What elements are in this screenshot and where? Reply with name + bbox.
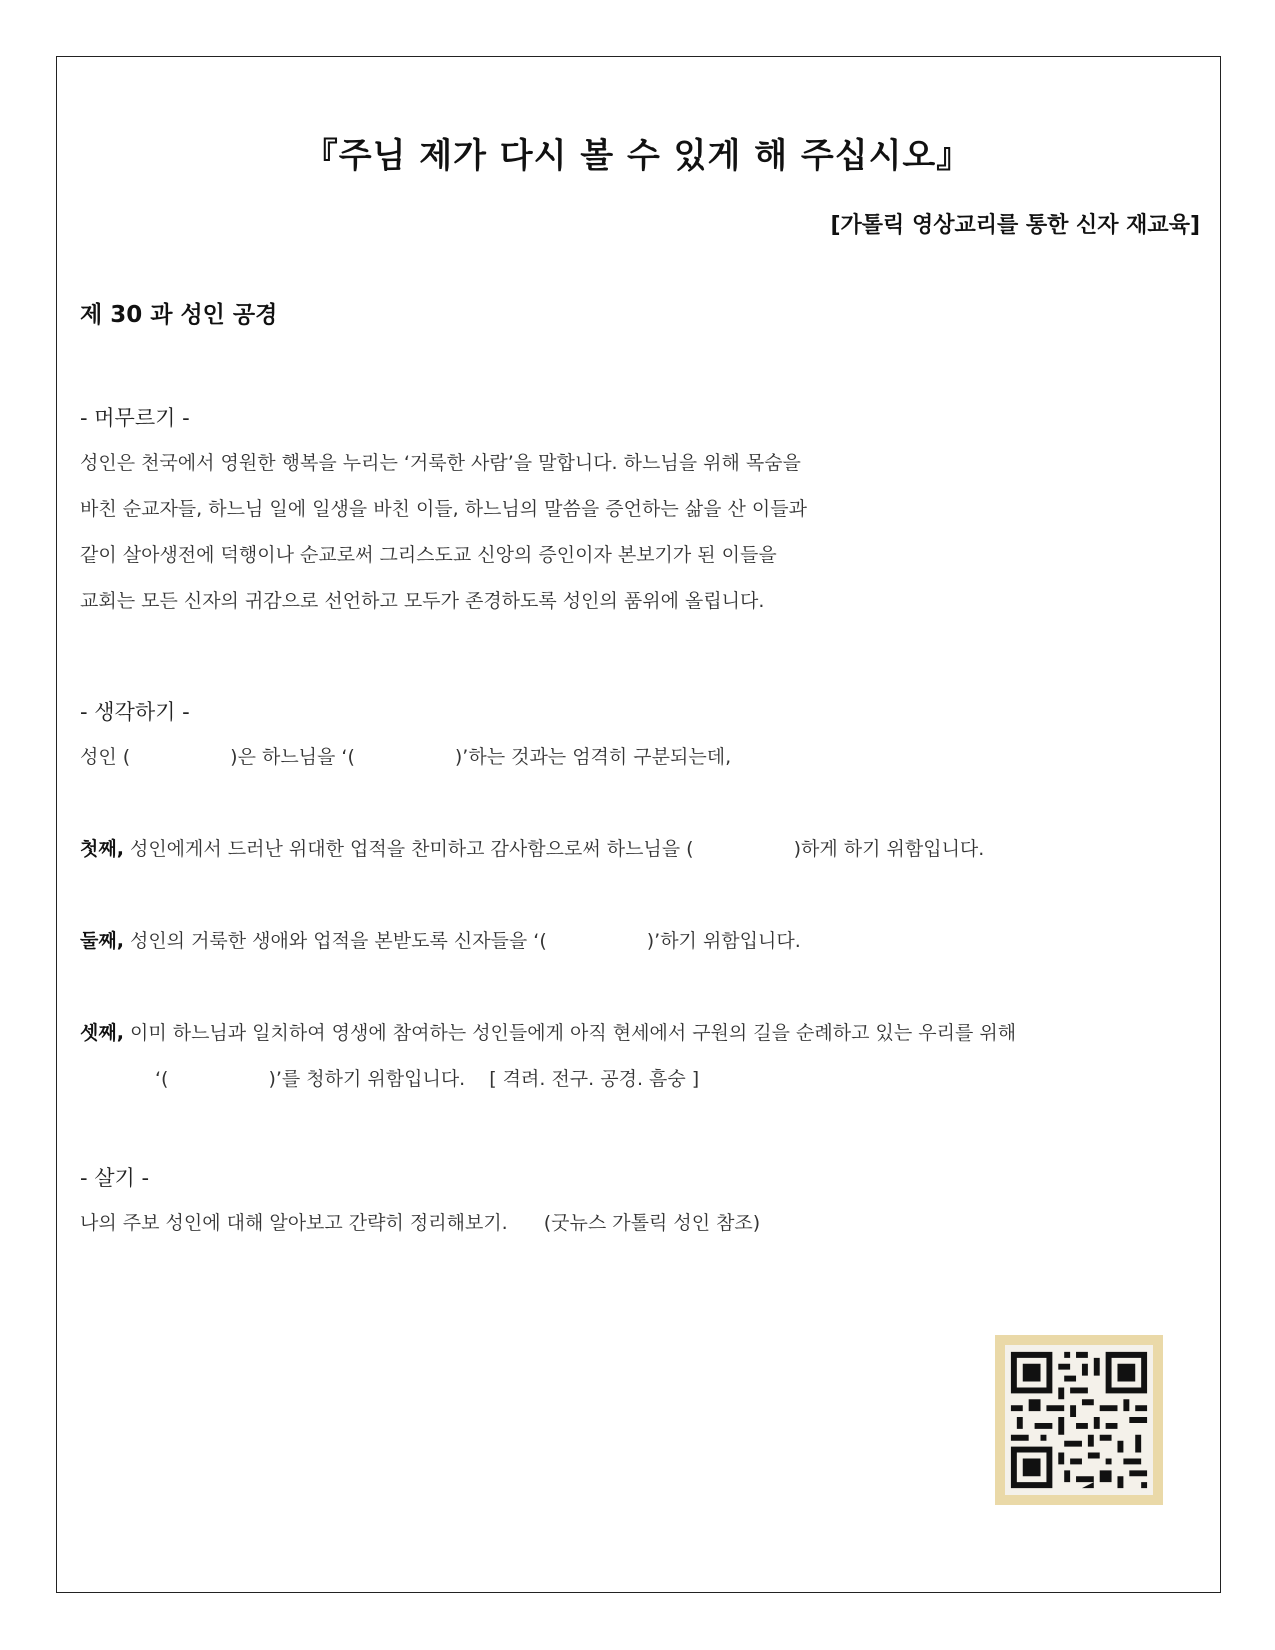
stay-line: 바친 순교자들, 하느님 일에 일생을 바친 이들, 하느님의 말씀을 증언하는 삶을 산 이들과 (80, 498, 807, 520)
stay-line: 교회는 모든 신자의 귀감으로 선언하고 모두가 존경하도록 성인의 품위에 올립니다. (80, 590, 765, 612)
live-heading: - 살기 - (80, 1166, 150, 1190)
page-title: 『주님 제가 다시 볼 수 있게 해 주십시오』 (303, 136, 972, 176)
answer-bank: [ 격려. 전구. 공경. 흠숭 ] (489, 1068, 700, 1090)
think-intro-text: )’하는 것과는 엄격히 구분되는데, (454, 746, 732, 768)
think-first (80, 834, 984, 861)
third-text: 이미 하느님과 일치하여 영생에 참여하는 성인들에게 아직 현세에서 구원의 길을 순례하고 있는 우리를 위해 (123, 1022, 1017, 1044)
first-text: )하게 하기 위함입니다. (793, 838, 985, 860)
page-subtitle: [가톨릭 영상교리를 통한 신자 재교육] (830, 213, 1200, 238)
third-label: 셋째, (80, 1022, 124, 1044)
qr-code-icon (1005, 1345, 1153, 1495)
stay-line: 성인은 천국에서 영원한 행복을 누리는 ‘거룩한 사람’을 말합니다. 하느님을 위해 목숨을 (80, 452, 801, 474)
lesson-heading: 제 30 과 성인 공경 (80, 302, 278, 328)
first-text: 성인에게서 드러난 위대한 업적을 찬미하고 감사함으로써 하느님을 ( (123, 838, 694, 860)
live-line (80, 1208, 760, 1235)
think-intro-text: 성인 ( (80, 746, 131, 768)
live-text: 나의 주보 성인에 대해 알아보고 간략히 정리해보기. (80, 1212, 508, 1234)
think-second (80, 926, 801, 953)
stay-heading: - 머무르기 - (80, 406, 190, 430)
second-label: 둘째, (80, 930, 124, 952)
second-text: 성인의 거룩한 생애와 업적을 본받도록 신자들을 ‘( (123, 930, 547, 952)
think-heading: - 생각하기 - (80, 700, 190, 724)
stay-line: 같이 살아생전에 덕행이나 순교로써 그리스도교 신앙의 증인이자 본보기가 된 이들을 (80, 544, 777, 566)
qr-code (995, 1335, 1163, 1505)
think-third (80, 1018, 1016, 1045)
first-label: 첫째, (80, 838, 124, 860)
second-text: )’하기 위함입니다. (646, 930, 801, 952)
live-note: (굿뉴스 가톨릭 성인 참조) (543, 1212, 761, 1234)
think-third-cont (155, 1064, 699, 1091)
think-intro-text: )은 하느님을 ‘( (230, 746, 355, 768)
third-text: )’를 청하기 위함입니다. (268, 1068, 466, 1090)
third-text: ‘( (155, 1068, 169, 1090)
think-intro (80, 742, 731, 769)
